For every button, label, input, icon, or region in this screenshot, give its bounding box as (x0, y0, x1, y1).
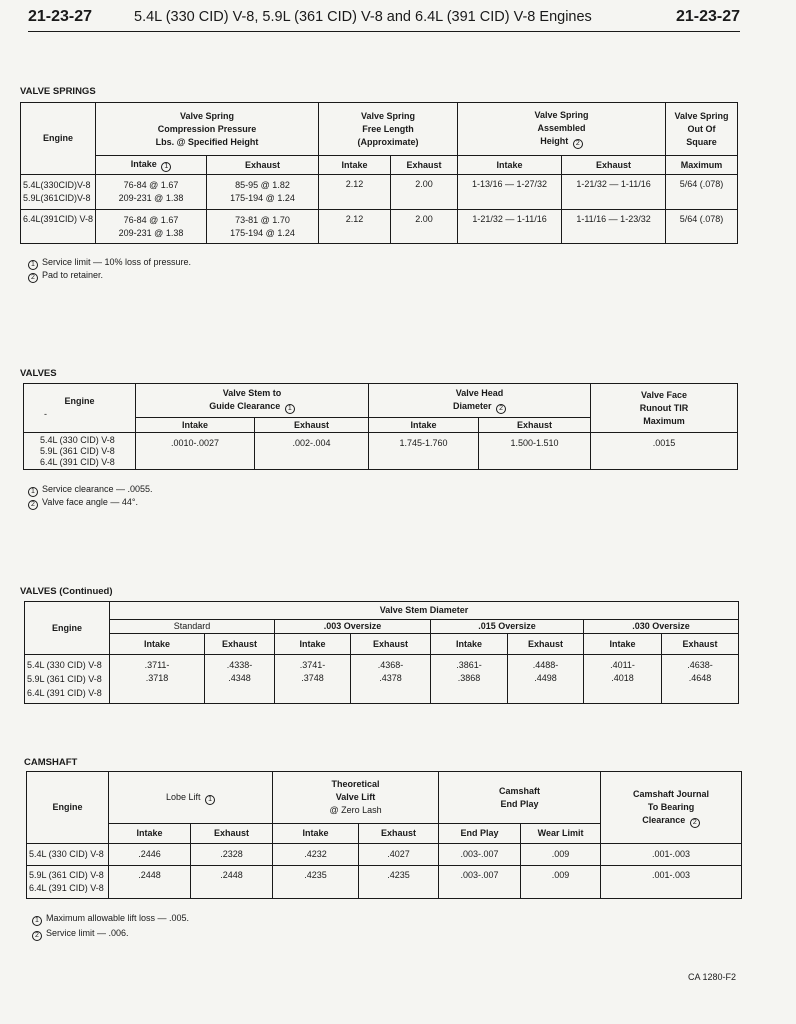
cell-out-of-square: 5/64 (.078) (666, 210, 738, 244)
col-header-standard: Standard (110, 620, 275, 634)
cell-comp-exhaust: 73-81 @ 1.70 175-194 @ 1.24 (207, 210, 319, 244)
col-header-journal-clearance: Camshaft Journal To Bearing Clearance 2 (601, 772, 742, 844)
valves-table (23, 383, 738, 470)
col-header-engine: Engine - (24, 384, 136, 433)
col-header-head-exhaust: Exhaust (479, 418, 591, 433)
cell-asm-exhaust: 1-11/16 — 1-23/32 (562, 210, 666, 244)
col-header-head-intake: Intake (369, 418, 479, 433)
col-header-exhaust: Exhaust (205, 634, 275, 655)
footnote-marker-2: 2 (496, 404, 506, 414)
cell-003-exhaust: .4368- .4378 (351, 655, 431, 704)
footnote-marker-1: 1 (205, 795, 215, 805)
col-header-theo-intake: Intake (273, 824, 359, 844)
page-title: 5.4L (330 CID) V-8, 5.9L (361 CID) V-8 and 6.4L (391 CID) V-8 Engines (134, 9, 592, 25)
col-header-face-runout: Valve Face Runout TIR Maximum (591, 384, 738, 433)
cell-wear-limit: .009 (521, 844, 601, 866)
cell-engine: 5.4L (330 CID) V-8 (27, 844, 109, 866)
col-header-comp-intake: Intake 1 (96, 156, 207, 175)
footnote: 2 Service limit — .006. (32, 927, 129, 941)
section-title-valves-continued: VALVES (Continued) (20, 586, 113, 597)
footnote: 1 Service clearance — .0055. (28, 483, 153, 497)
footnote: 1 Service limit — 10% loss of pressure. (28, 256, 191, 270)
col-header-theo-exhaust: Exhaust (359, 824, 439, 844)
table-row (27, 866, 742, 899)
cell-engine: 5.4L (330 CID) V-8 5.9L (361 CID) V-8 6.4L (391 CID) V-8 (24, 433, 136, 470)
section-title-valve-springs: VALVE SPRINGS (20, 86, 96, 97)
table-row (25, 655, 739, 704)
col-header-030-oversize: .030 Oversize (584, 620, 739, 634)
col-header-exhaust: Exhaust (508, 634, 584, 655)
col-header-maximum: Maximum (666, 156, 738, 175)
cell-comp-intake: 76-84 @ 1.67 209-231 @ 1.38 (96, 210, 207, 244)
cell-comp-exhaust: 85-95 @ 1.82 175-194 @ 1.24 (207, 175, 319, 210)
col-header-free-exhaust: Exhaust (391, 156, 458, 175)
col-header-head-diameter: Valve Head Diameter 2 (369, 384, 591, 418)
cell-wear-limit: .009 (521, 866, 601, 899)
col-header-asm-exhaust: Exhaust (562, 156, 666, 175)
cell-end-play: .003-.007 (439, 866, 521, 899)
col-header-003-oversize: .003 Oversize (275, 620, 431, 634)
col-header-stem-clearance: Valve Stem to Guide Clearance 1 (136, 384, 369, 418)
cell-lobe-intake: .2448 (109, 866, 191, 899)
page-header (28, 6, 740, 32)
col-header-end-play: Camshaft End Play (439, 772, 601, 824)
col-header-comp-exhaust: Exhaust (207, 156, 319, 175)
col-header-compression: Valve Spring Compression Pressure Lbs. @ Specified Height (96, 103, 319, 156)
col-header-engine: Engine (21, 103, 96, 175)
camshaft-table (26, 771, 742, 899)
cell-stem-exhaust: .002-.004 (255, 433, 369, 470)
cell-std-intake: .3711- .3718 (110, 655, 205, 704)
table-row (21, 210, 738, 244)
footnote: 2 Pad to retainer. (28, 269, 103, 283)
cell-theo-exhaust: .4235 (359, 866, 439, 899)
table-row (24, 433, 738, 470)
cell-end-play: .003-.007 (439, 844, 521, 866)
valve-stem-diameter-table (24, 601, 739, 704)
col-header-free-intake: Intake (319, 156, 391, 175)
cell-asm-exhaust: 1-21/32 — 1-11/16 (562, 175, 666, 210)
cell-head-intake: 1.745-1.760 (369, 433, 479, 470)
cell-engine: 5.4L(330CID)V-8 5.9L(361CID)V-8 (21, 175, 96, 210)
cell-engine: 5.4L (330 CID) V-8 5.9L (361 CID) V-8 6.4L (391 CID) V-8 (25, 655, 110, 704)
col-header-exhaust: Exhaust (662, 634, 739, 655)
cell-asm-intake: 1-13/16 — 1-27/32 (458, 175, 562, 210)
cell-theo-intake: .4235 (273, 866, 359, 899)
cell-stem-intake: .0010-.0027 (136, 433, 255, 470)
cell-engine: 5.9L (361 CID) V-8 6.4L (391 CID) V-8 (27, 866, 109, 899)
cell-theo-intake: .4232 (273, 844, 359, 866)
cell-free-intake: 2.12 (319, 210, 391, 244)
cell-engine: 6.4L(391CID) V-8 (21, 210, 96, 244)
col-header-exhaust: Exhaust (351, 634, 431, 655)
cell-journal-clearance: .001-.003 (601, 844, 742, 866)
col-header-lobe-exhaust: Exhaust (191, 824, 273, 844)
page-number-right: 21-23-27 (675, 8, 740, 25)
cell-out-of-square: 5/64 (.078) (666, 175, 738, 210)
col-header-intake: Intake (275, 634, 351, 655)
valve-springs-table (20, 102, 738, 244)
col-header-intake: Intake (110, 634, 205, 655)
page-number-left: 21-23-27 (28, 8, 93, 25)
col-header-lobe-lift: Lobe Lift 1 (109, 772, 273, 824)
col-header-engine: Engine (27, 772, 109, 844)
footnote: 1 Maximum allowable lift loss — .005. (32, 912, 189, 926)
footnote: 2 Valve face angle — 44°. (28, 496, 138, 510)
col-header-stem-exhaust: Exhaust (255, 418, 369, 433)
cell-face-runout: .0015 (591, 433, 738, 470)
col-header-end-play-value: End Play (439, 824, 521, 844)
cell-lobe-intake: .2446 (109, 844, 191, 866)
cell-free-exhaust: 2.00 (391, 210, 458, 244)
table-row (27, 844, 742, 866)
cell-015-intake: .3861- .3868 (431, 655, 508, 704)
col-header-theoretical-lift: Theoretical Valve Lift @ Zero Lash (273, 772, 439, 824)
cell-lobe-exhaust: .2448 (191, 866, 273, 899)
footnote-marker-2: 2 (573, 139, 583, 149)
cell-head-exhaust: 1.500-1.510 (479, 433, 591, 470)
cell-free-intake: 2.12 (319, 175, 391, 210)
footnote-marker-2: 2 (690, 818, 700, 828)
section-title-valves: VALVES (20, 368, 57, 379)
col-header-asm-intake: Intake (458, 156, 562, 175)
col-header-assembled-height: Valve Spring Assembled Height 2 (458, 103, 666, 156)
col-header-wear-limit: Wear Limit (521, 824, 601, 844)
cell-asm-intake: 1-21/32 — 1-11/16 (458, 210, 562, 244)
col-header-015-oversize: .015 Oversize (431, 620, 584, 634)
col-header-stem-intake: Intake (136, 418, 255, 433)
footnote-marker-1: 1 (285, 404, 295, 414)
col-header-intake: Intake (431, 634, 508, 655)
col-header-stem-diameter: Valve Stem Diameter (110, 602, 739, 620)
cell-std-exhaust: .4338- .4348 (205, 655, 275, 704)
col-header-lobe-intake: Intake (109, 824, 191, 844)
table-row (21, 175, 738, 210)
cell-lobe-exhaust: .2328 (191, 844, 273, 866)
cell-003-intake: .3741- .3748 (275, 655, 351, 704)
cell-free-exhaust: 2.00 (391, 175, 458, 210)
col-header-free-length: Valve Spring Free Length (Approximate) (319, 103, 458, 156)
col-header-intake: Intake (584, 634, 662, 655)
cell-015-exhaust: .4488- .4498 (508, 655, 584, 704)
col-header-out-of-square: Valve Spring Out Of Square (666, 103, 738, 156)
footnote-marker-1: 1 (161, 162, 171, 172)
cell-030-intake: .4011- .4018 (584, 655, 662, 704)
col-header-engine: Engine (25, 602, 110, 655)
cell-comp-intake: 76-84 @ 1.67 209-231 @ 1.38 (96, 175, 207, 210)
figure-code: CA 1280-F2 (688, 972, 737, 982)
cell-030-exhaust: .4638- .4648 (662, 655, 739, 704)
cell-theo-exhaust: .4027 (359, 844, 439, 866)
section-title-camshaft: CAMSHAFT (24, 757, 78, 768)
cell-journal-clearance: .001-.003 (601, 866, 742, 899)
